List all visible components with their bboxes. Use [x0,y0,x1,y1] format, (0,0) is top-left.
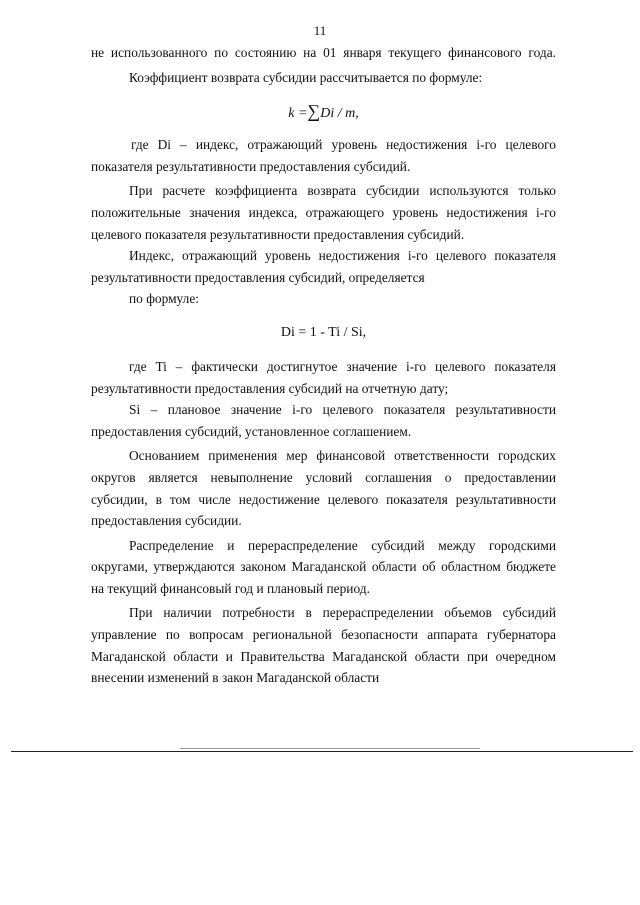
page-bottom-rule [11,751,633,752]
paragraph-coefficient-intro: Коэффициент возврата субсидии рассчитывается по формуле: [129,69,483,85]
formula-k-right: Di / m, [320,106,359,122]
paragraph-distribution: Распределение и перераспределение субсидий между городскими округами, утверждаются законом Магаданской области об областном бюджете на текущий финансовый год и плановый период. [91,537,556,596]
paragraph-positive-values: При расчете коэффициента возврата субсидии используются только положительные значения индекса, отражающего уровень недостижения i-го целевого показателя результативности предоставления субсидий. [91,183,556,242]
paragraph-financial-responsibility: Основанием применения мер финансовой ответственности городских округов является невыполнение условий соглашения о предоставлении субсидии, в том числе недостижение целевого показателя результативности предоставления субсидии. [91,448,556,529]
paragraph-ti-definition: где Ti – фактически достигнутое значение i-го целевого показателя результативности предоставления субсидий на отчетную дату; [91,358,556,396]
sum-symbol: ∑ [307,101,321,122]
paragraph-by-formula: по формуле: [129,291,199,307]
paragraph-unused-balance: не использованного по состоянию на 01 января текущего финансового года. [91,45,556,60]
paragraph-si-definition: Si – плановое значение i-го целевого показателя результативности предоставления субсидий, установленное соглашением. [91,402,556,439]
paragraph-di-definition: где Di – индекс, отражающий уровень недостижения i-го целевого показателя результативности предоставления субсидий. [91,137,556,174]
document-body [91,42,556,689]
formula-return-coefficient [91,88,556,134]
paragraph-redistribution: При наличии потребности в перераспределении объемов субсидий управление по вопросам региональной безопасности аппарата губернатора Магаданской области и Правительства Магаданской области при очередном внесении изменений в закон Магаданской области [91,605,556,686]
paragraph-index-determination: Индекс, отражающий уровень недостижения i-го целевого показателя результативности предоставления субсидий, определяется [91,248,556,285]
formula-k-left: k = [288,106,308,122]
scan-artifact-line [180,748,480,749]
formula-index: Di = 1 - Ti / Si, [280,324,367,340]
page-number: 11 [313,23,327,38]
